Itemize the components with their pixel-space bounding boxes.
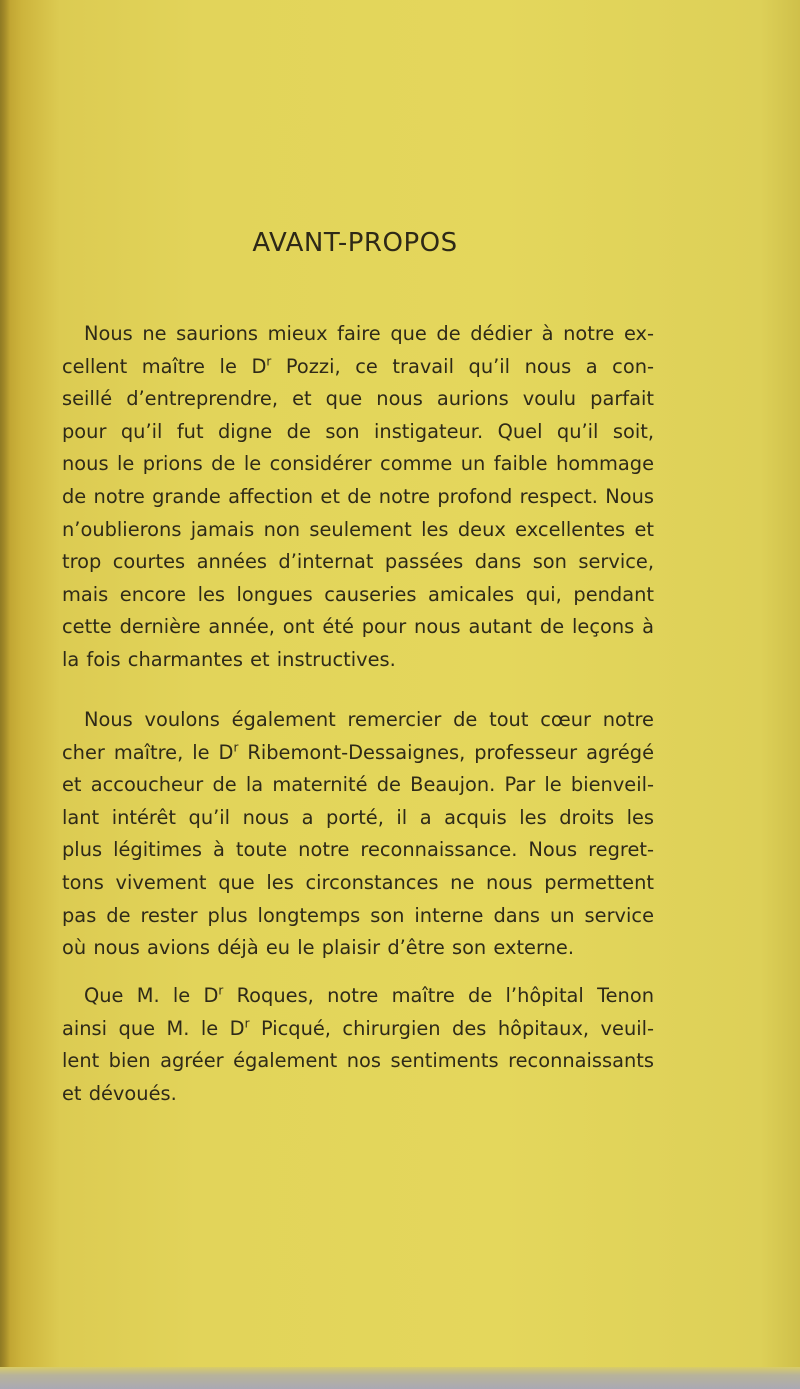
text-line: plus légitimes à toute notre reconnaissance. Nous regret-: [62, 838, 654, 862]
text-line: Nous ne saurions mieux faire que de dédier à notre ex-: [84, 322, 654, 345]
text-line: tons vivement que les circonstances ne nous permettent: [62, 870, 654, 894]
page-bottom-edge: [0, 1367, 800, 1389]
text-line: où nous avions déjà eu le plaisir d’être son externe.: [62, 936, 574, 960]
text-line: cher maître, le $D^r$ Ribemont-Dessaignes, professeur agrégé: [62, 740, 655, 764]
text-line: pour qu’il fut digne de son instigateur. Quel qu’il soit,: [62, 419, 654, 443]
text-line: ainsi que M. le $D^r$ Picqué, chirurgien des hôpitaux, veuil-: [62, 1016, 655, 1040]
text-line: la fois charmantes et instructives.: [62, 647, 396, 671]
text-line: cellent maître le $D^r$ Pozzi, ce travail qu’il nous a con-: [62, 354, 654, 378]
text-line: cette dernière année, ont été pour nous autant de leçons à: [62, 615, 654, 639]
text-line: seillé d’entreprendre, et que nous aurions voulu parfait: [62, 387, 654, 411]
text-line: et accoucheur de la maternité de Beaujon. Par le bienveil-: [62, 773, 654, 797]
page-title: AVANT-PROPOS: [252, 228, 458, 258]
text-line: de notre grande affection et de notre profond respect. Nous: [62, 484, 654, 508]
text-line: Nous voulons également remercier de tout cœur notre: [84, 708, 654, 731]
text-line: nous le prions de le considérer comme un faible hommage: [62, 452, 654, 476]
page-edge-shadow: [0, 0, 10, 1389]
paragraph-acknowledgement: [62, 980, 654, 1110]
paragraph-dedication: [62, 318, 654, 677]
text-line: lant intérêt qu’il nous a porté, il a acquis les droits les: [62, 805, 654, 829]
text-line: pas de rester plus longtemps son interne dans un service: [62, 903, 654, 927]
paragraph-thanks: [62, 704, 654, 965]
text-line: Que M. le $D^r$ Roques, notre maître de l’hôpital Tenon: [84, 983, 654, 1007]
text-line: trop courtes années d’internat passées dans son service,: [62, 550, 654, 574]
text-line: et dévoués.: [62, 1081, 177, 1105]
text-line: n’oublierons jamais non seulement les deux excellentes et: [62, 517, 654, 541]
text-line: lent bien agréer également nos sentiments reconnaissants: [62, 1049, 654, 1073]
text-line: mais encore les longues causeries amicales qui, pendant: [62, 582, 654, 606]
